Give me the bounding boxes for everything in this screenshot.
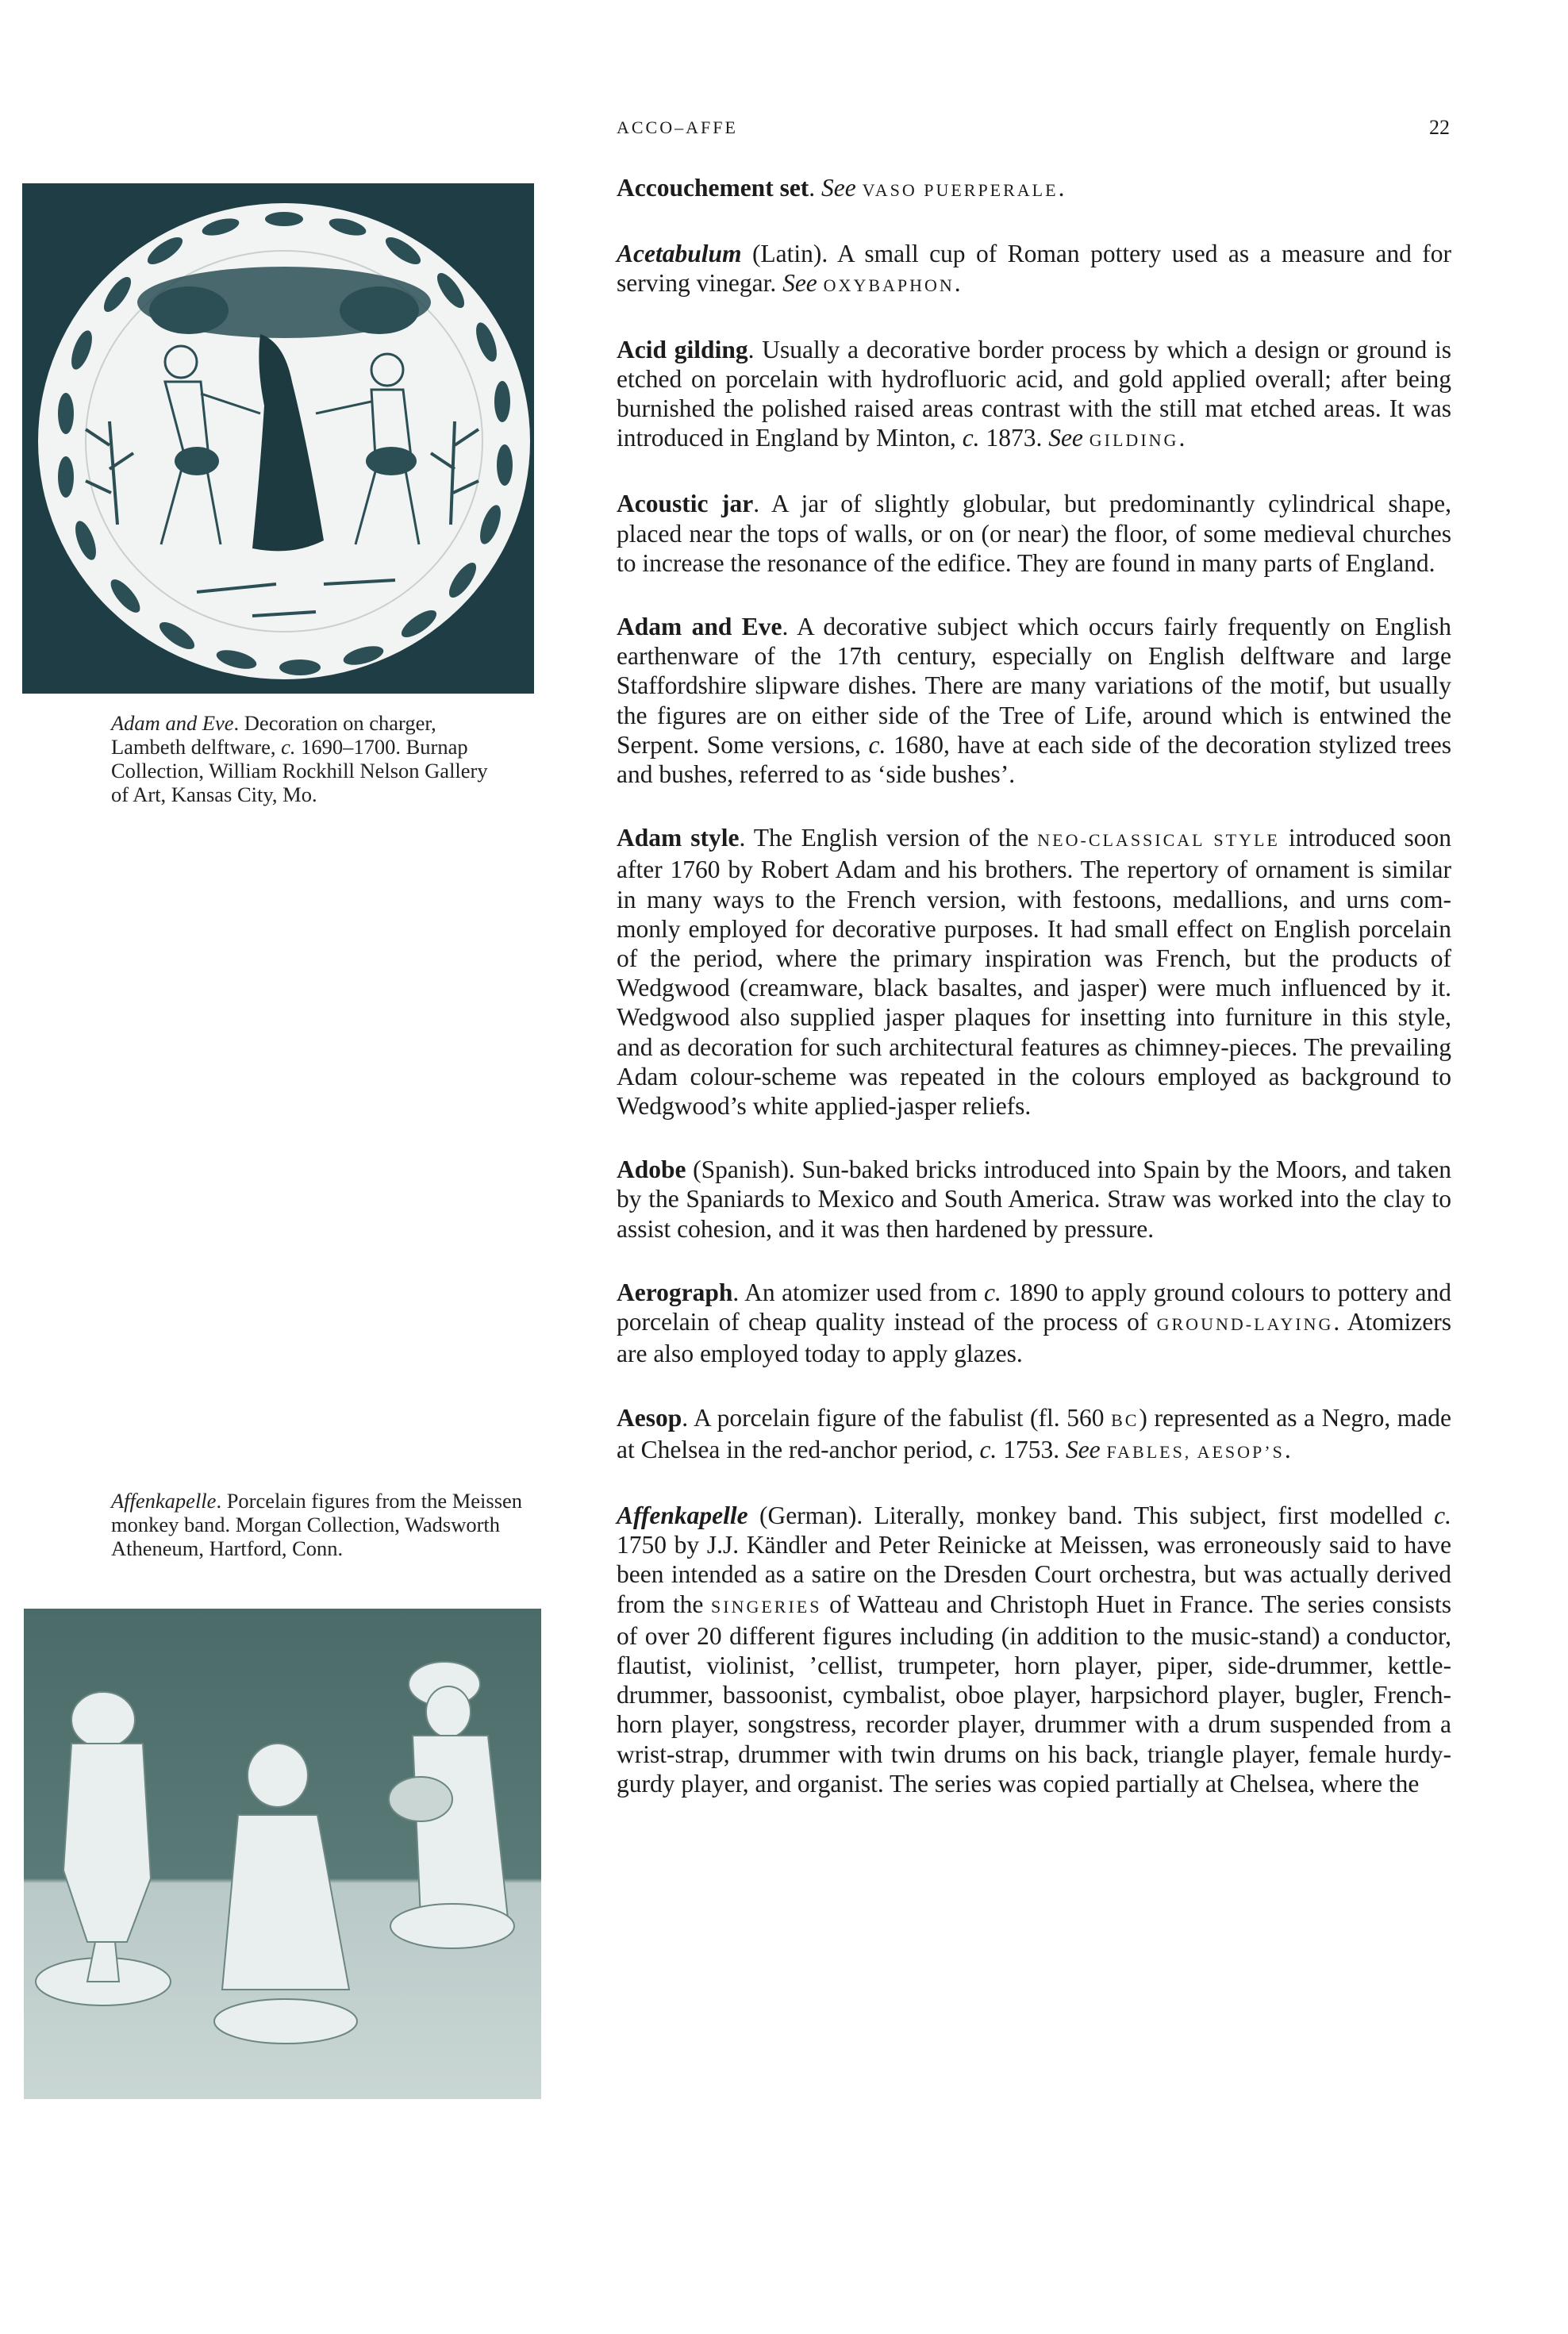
caption-title: Adam and Eve <box>111 711 234 735</box>
porcelain-figures-illustration <box>24 1609 541 2099</box>
headword: Aesop <box>617 1403 682 1432</box>
headword: Acid gilding <box>617 335 748 363</box>
running-head <box>617 116 1450 141</box>
affenkapelle-figures-photo <box>24 1609 541 2099</box>
entry-aerograph: Aerograph. An atomizer used from c. 1890 to apply ground colours to pottery and porcelain of cheap quality instead of the process of GROUND-LAYING. Atomizers are also employed today to apply glazes. <box>617 1278 1451 1368</box>
entry-acoustic-jar: Acoustic jar. A jar of slightly globular, but predominantly cylindrical shape, placed near the tops of walls, or on (or near) the floor, of some medieval churches to increase the resonance of the edifice. They are found in many parts of England. <box>617 490 1451 577</box>
entry-adobe: Adobe (Spanish). Sun-baked bricks introduced into Spain by the Moors, and taken by the Spaniards to Mexico and South America. Straw was worked into the clay to assist cohesion, and it was then hardened by pressure. <box>617 1155 1451 1243</box>
section-range: ACCO–AFFE <box>617 117 738 137</box>
cross-reference: GROUND-LAYING <box>1156 1314 1334 1335</box>
entry-adam-and-eve: Adam and Eve. A decorative subject which occurs fairly frequently on English earthenware of the 17th century, especially on English delftware and large Staffordshire slipware dishes. There are many variations of the motif, but usually the figures are on either side of the Tree of Life, around which is entwined the Serpent. Some versions, c. 1680, have at each side of the decoration stylized trees and bushes, referred to as ‘side bushes’. <box>617 613 1452 789</box>
caption-text: . Decoration on charger, Lambeth delftware, <box>111 711 436 759</box>
headword: Adobe <box>617 1155 686 1184</box>
entry-aesop: Aesop. A porcelain figure of the fabulist (fl. 560 BC) represented as a Negro, made at Chelsea in the red-anchor period, c. 1753. See FABLES, AESOP’S. <box>617 1403 1451 1463</box>
page-number: 22 <box>1429 116 1450 139</box>
charger-illustration <box>22 183 534 694</box>
cross-reference: GILDING <box>1089 430 1179 451</box>
dictionary-text-column <box>617 173 1451 1832</box>
see-label: See <box>1048 424 1083 452</box>
caption-circa: c. <box>281 735 296 759</box>
cross-reference: VASO PUERPERALE <box>862 180 1059 200</box>
entry-acetabulum: Acetabulum (Latin). A small cup of Roman pottery used as a measure and for serving vinegar. See OXYBAPHON. <box>617 240 1451 298</box>
entry-affenkapelle: Affenkapelle (German). Literally, monkey band. This subject, first modelled c. 1750 by J.J. Kändler and Peter Reinicke at Meissen, was erroneously said to have been intended as a satire on the Dresden Court orchestra, but was actually derived from the SINGERIES of Watteau and Christoph Huet in France. The series consists of over 20 different figures including (in addition to the music-stand) a conductor, flautist, violinist, ’cellist, trumpeter, horn player, piper, side-drummer, kettle-drummer, bassoonist, cymbalist, oboe player, harpsichord player, bugler, French-horn player, songstress, recorder player, drummer with a drum suspended from a wrist-strap, drummer with twin drums on his back, triangle player, female hurdy-gurdy player, and organist. The series was copied partially at Chelsea, where the <box>617 1501 1452 1798</box>
cross-reference: OXYBAPHON <box>823 275 955 296</box>
caption-text: . Porcelain figures from the Meissen monkey band. Morgan Collection, Wadsworth Atheneum, Hartford, Conn. <box>111 1489 523 1560</box>
headword: Accouchement set <box>617 174 809 202</box>
caption-title: Affenkapelle <box>111 1489 217 1513</box>
headword: Acoustic jar <box>617 490 754 518</box>
see-label: See <box>821 174 856 202</box>
entry-acid-gilding: Acid gilding. Usually a decorative border process by which a design or ground is etched on porcelain with hydrofluoric acid, and gold applied overall; after being burnished the polished raised areas contrast with the still mat etched areas. It was introduced in England by Minton, c. 1873. See GILDING. <box>617 335 1452 452</box>
headword: Acetabulum <box>617 240 742 268</box>
cross-reference: SINGERIES <box>711 1596 822 1617</box>
headword: Affenkapelle <box>617 1501 748 1529</box>
headword: Adam style <box>617 824 740 852</box>
figure-caption-adam-and-eve <box>111 711 492 806</box>
cross-reference: NEO-CLASSICAL STYLE <box>1037 830 1280 851</box>
headword: Adam and Eve <box>617 613 782 641</box>
entry-adam-style: Adam style. The English version of the NEO-CLASSICAL STYLE introduced soon after 1760 by Robert Adam and his brothers. The repertory of ornament is similar in many ways to the French version, with festoons, medallions, and urns commonly employed for decorative purposes. It had small effect on English porcelain of the period, where the primary inspiration was French, but the products of Wedgwood (creamware, black basaltes, and jasper) were much influenced by it. Wedgwood also supplied jasper plaques for insetting into furniture in this style, and as decoration for such architectural features as chimney-pieces. The prevailing Adam colour-scheme was repeated in the colours employed as background to Wedgwood’s white applied-jasper reliefs. <box>617 824 1451 1121</box>
headword: Aerograph <box>617 1278 733 1306</box>
see-label: See <box>782 269 817 298</box>
caption-date: 1690–1700. Burnap Collection, William Rockhill Nelson Gallery of Art, Kansas City, Mo. <box>111 735 488 806</box>
adam-and-eve-charger-photo <box>22 183 534 694</box>
cross-reference: FABLES, AESOP’S <box>1106 1441 1285 1462</box>
figure-caption-affenkapelle <box>111 1489 524 1560</box>
see-label: See <box>1065 1435 1101 1463</box>
entry-accouchement-set: Accouchement set. See VASO PUERPERALE. <box>617 174 1065 202</box>
